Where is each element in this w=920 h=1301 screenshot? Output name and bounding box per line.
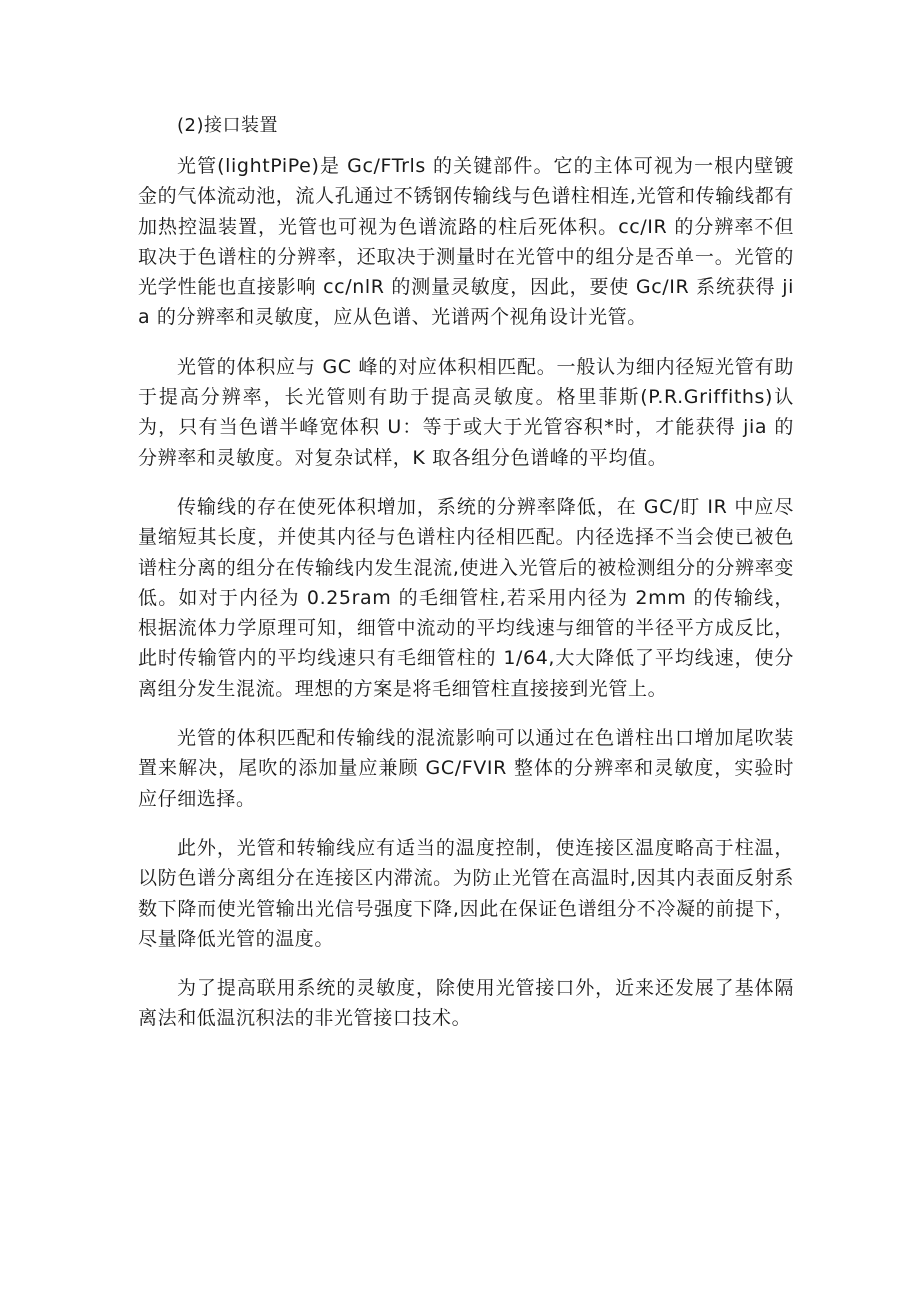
- paragraph-makeup-gas: 光管的体积匹配和传输线的混流影响可以通过在色谱柱出口增加尾吹装置来解决，尾吹的添加量应兼顾 GC/FVIR 整体的分辨率和灵敏度，实验时应仔细选择。: [138, 727, 794, 810]
- paragraph-light-pipe-intro: 光管(lightPiPe)是 Gc/FTrls 的关键部件。它的主体可视为一根内壁镀金的气体流动池，流人孔通过不锈钢传输线与色谱柱相连,光管和传输线都有加热控温装置，光管也可视为色谱流路的柱后死体积。cc/IR 的分辨率不但取决于色谱柱的分辨率，还取决于测量时在光管中的组分是否单一。光管的光学性能也直接影响 cc∕nlR 的测量灵敏度，因此，要使 Gc/IR 系统获得 jia 的分辨率和灵敏度，应从色谱、光谱两个视角设计光管。: [138, 155, 794, 329]
- document-page: [138, 108, 794, 1053]
- paragraph-temperature-control: 此外，光管和转输线应有适当的温度控制，使连接区温度略高于柱温，以防色谱分离组分在连接区内滞流。为防止光管在高温时,因其内表面反射系数下降而使光管输出光信号强度下降,因此在保证色谱组分不冷凝的前提下，尽量降低光管的温度。: [138, 836, 794, 950]
- paragraph-non-light-pipe: 为了提高联用系统的灵敏度，除使用光管接口外，近来还发展了基体隔离法和低温沉积法的非光管接口技术。: [138, 977, 794, 1030]
- section-heading: (2)接口装置: [177, 115, 278, 136]
- paragraph-volume-matching: 光管的体积应与 GC 峰的对应体积相匹配。一般认为细内径短光管有助于提高分辨率，长光管则有助于提高灵敏度。格里菲斯(P.R.Griffiths)认为，只有当色谱半峰宽体积 U：等于或大于光管容积*时，才能获得 jia 的分辨率和灵敏度。对复杂试样，K 取各组分色谱峰的平均值。: [138, 355, 794, 469]
- paragraph-transfer-line: 传输线的存在使死体积增加，系统的分辨率降低，在 GC/盯 IR 中应尽量缩短其长度，并使其内径与色谱柱内径相匹配。内径选择不当会使已被色谱柱分离的组分在传输线内发生混流,使进入光管后的被检测组分的分辨率变低。如对于内径为 0.25ram 的毛细管柱,若采用内径为 2mm 的传输线，根据流体力学原理可知，细管中流动的平均线速与细管的半径平方成反比，此时传输管内的平均线速只有毛细管柱的 1/64,大大降低了平均线速，使分离组分发生混流。理想的方案是将毛细管柱直接接到光管上。: [138, 495, 794, 700]
